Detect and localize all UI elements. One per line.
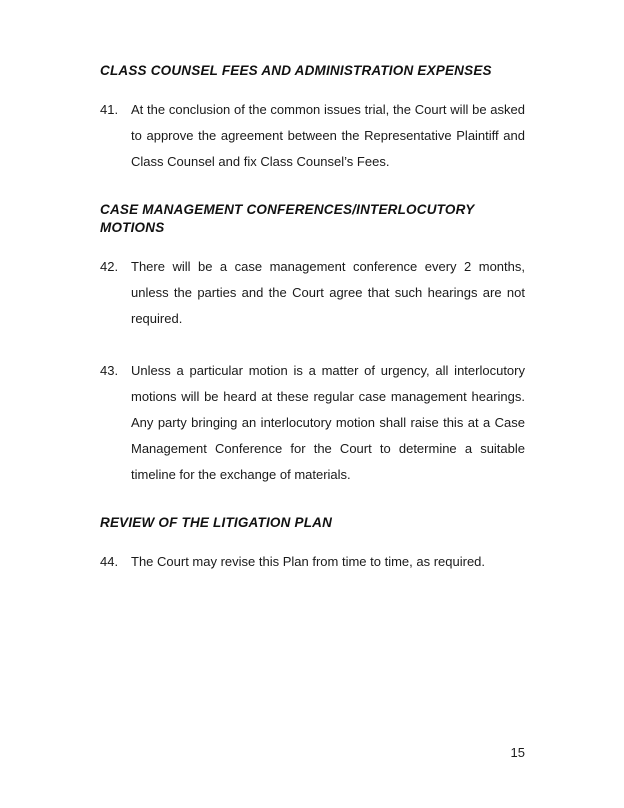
- paragraph-number: 42.: [100, 259, 119, 274]
- section-review-litigation-plan: [100, 514, 525, 575]
- page-number: 15: [510, 745, 525, 760]
- numbered-paragraph: [100, 549, 525, 575]
- section-heading: CLASS COUNSEL FEES AND ADMINISTRATION EXPENSES: [100, 63, 492, 78]
- paragraph-number: 43.: [100, 363, 119, 378]
- section-heading: CASE MANAGEMENT CONFERENCES/INTERLOCUTORY MOTIONS: [100, 202, 475, 235]
- paragraph-number: 44.: [100, 554, 119, 569]
- section-case-management: [100, 201, 525, 488]
- paragraph-number: 41.: [100, 102, 119, 117]
- section-heading: REVIEW OF THE LITIGATION PLAN: [100, 515, 333, 530]
- paragraph-text: There will be a case management conference every 2 months, unless the parties and the Court agree that such hearings are not required.: [131, 259, 525, 326]
- paragraph-text: Unless a particular motion is a matter of urgency, all interlocutory motions will be heard at these regular case management hearings. Any party bringing an interlocutory motion shall raise this at a Case Management Conference for the Court to determine a suitable timeline for the exchange of materials.: [131, 363, 525, 482]
- paragraph-text: At the conclusion of the common issues trial, the Court will be asked to approve the agreement between the Representative Plaintiff and Class Counsel and fix Class Counsel’s Fees.: [131, 102, 525, 169]
- numbered-paragraph: [100, 358, 525, 488]
- numbered-paragraph: [100, 97, 525, 175]
- numbered-paragraph: [100, 254, 525, 332]
- section-class-counsel-fees: [100, 62, 525, 175]
- paragraph-text: The Court may revise this Plan from time to time, as required.: [131, 554, 486, 569]
